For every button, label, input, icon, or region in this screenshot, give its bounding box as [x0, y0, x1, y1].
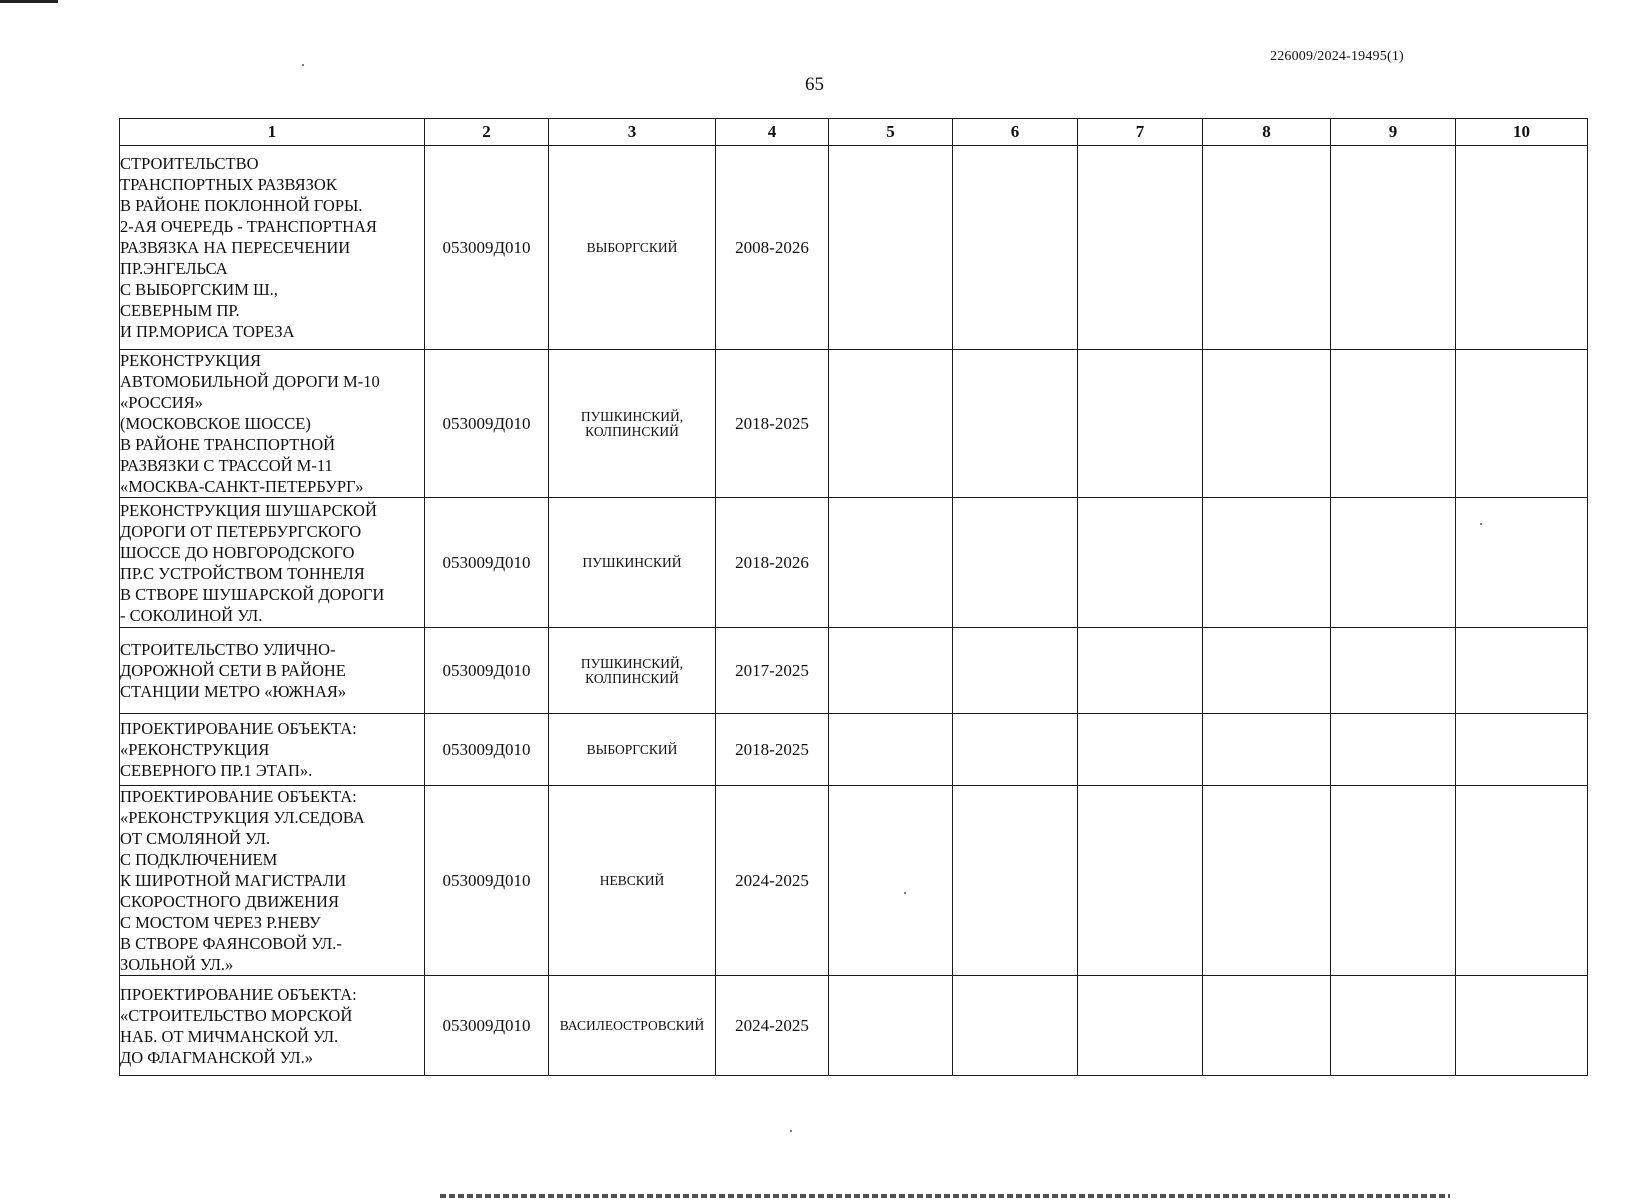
scan-speck — [904, 892, 906, 894]
column-header: 3 — [549, 119, 716, 146]
empty-cell — [953, 786, 1078, 976]
object-name-line: НАБ. ОТ МИЧМАНСКОЙ УЛ. — [120, 1026, 339, 1046]
object-code-cell: 053009Д010 — [425, 498, 549, 628]
scan-bottom-stripe — [440, 1194, 1450, 1198]
object-code-cell: 053009Д010 — [425, 714, 549, 786]
empty-cell — [829, 714, 953, 786]
empty-cell — [829, 628, 953, 714]
object-code-cell: 053009Д010 — [425, 146, 549, 350]
object-name-line: В СТВОРЕ ШУШАРСКОЙ ДОРОГИ — [120, 584, 385, 604]
object-code-cell: 053009Д010 — [425, 786, 549, 976]
column-header: 7 — [1078, 119, 1203, 146]
object-name-cell — [120, 146, 425, 350]
object-name-line: ПРОЕКТИРОВАНИЕ ОБЪЕКТА: — [120, 787, 357, 806]
objects-table — [119, 118, 1588, 1076]
district-cell: ВЫБОРГСКИЙ — [549, 146, 716, 350]
empty-cell — [1331, 786, 1456, 976]
object-name-cell — [120, 498, 425, 628]
empty-cell — [953, 976, 1078, 1076]
empty-cell — [1331, 976, 1456, 1076]
empty-cell — [1078, 498, 1203, 628]
empty-cell — [1203, 146, 1331, 350]
object-name-line: «СТРОИТЕЛЬСТВО МОРСКОЙ — [120, 1005, 353, 1025]
empty-cell — [1078, 976, 1203, 1076]
object-name-cell — [120, 628, 425, 714]
object-name-line: ПРОЕКТИРОВАНИЕ ОБЪЕКТА: — [120, 984, 357, 1004]
empty-cell — [1456, 976, 1588, 1076]
column-number-header-row — [120, 119, 1588, 146]
object-name-line: СТАНЦИИ МЕТРО «ЮЖНАЯ» — [120, 682, 347, 701]
empty-cell — [1203, 976, 1331, 1076]
object-code-cell: 053009Д010 — [425, 628, 549, 714]
object-name-line: РЕКОНСТРУКЦИЯ ШУШАРСКОЙ — [120, 500, 377, 520]
column-header: 10 — [1456, 119, 1588, 146]
table-row — [120, 350, 1588, 498]
empty-cell — [1456, 628, 1588, 714]
object-name-line: В РАЙОНЕ ПОКЛОННОЙ ГОРЫ. — [120, 196, 363, 215]
object-name-line: ДОРОЖНОЙ СЕТИ В РАЙОНЕ — [120, 661, 346, 680]
district-cell: ПУШКИНСКИЙ, КОЛПИНСКИЙ — [549, 350, 716, 498]
object-name-cell — [120, 714, 425, 786]
column-header: 9 — [1331, 119, 1456, 146]
empty-cell — [1078, 714, 1203, 786]
object-code-cell: 053009Д010 — [425, 976, 549, 1076]
object-name-line: ПР.С УСТРОЙСТВОМ ТОННЕЛЯ — [120, 563, 365, 583]
empty-cell — [1331, 498, 1456, 628]
object-name-line: ПРОЕКТИРОВАНИЕ ОБЪЕКТА: — [120, 719, 357, 738]
empty-cell — [1456, 146, 1588, 350]
object-name-line: К ШИРОТНОЙ МАГИСТРАЛИ — [120, 871, 347, 890]
object-name-line: ШОССЕ ДО НОВГОРОДСКОГО — [120, 542, 355, 562]
empty-cell — [1203, 498, 1331, 628]
object-name-line: СЕВЕРНОГО ПР.1 ЭТАП». — [120, 761, 313, 780]
column-header: 8 — [1203, 119, 1331, 146]
object-name-cell — [120, 786, 425, 976]
object-name-line: АВТОМОБИЛЬНОЙ ДОРОГИ М-10 — [120, 372, 380, 391]
object-name-line: В РАЙОНЕ ТРАНСПОРТНОЙ — [120, 435, 336, 454]
period-cell: 2024-2025 — [716, 786, 829, 976]
document-id: 226009/2024-19495(1) — [1270, 49, 1404, 64]
object-name-line: ЗОЛЬНОЙ УЛ.» — [120, 955, 234, 974]
empty-cell — [1203, 628, 1331, 714]
column-header: 4 — [716, 119, 829, 146]
column-header: 5 — [829, 119, 953, 146]
object-name-line: «РОССИЯ» — [120, 393, 203, 412]
table-row — [120, 628, 1588, 714]
object-name-cell — [120, 976, 425, 1076]
period-cell: 2018-2025 — [716, 350, 829, 498]
table-row — [120, 786, 1588, 976]
column-header: 1 — [120, 119, 425, 146]
object-name-line: ПР.ЭНГЕЛЬСА — [120, 259, 228, 278]
period-cell: 2008-2026 — [716, 146, 829, 350]
district-cell: НЕВСКИЙ — [549, 786, 716, 976]
empty-cell — [1078, 786, 1203, 976]
column-header: 2 — [425, 119, 549, 146]
object-name-line: РЕКОНСТРУКЦИЯ — [120, 351, 262, 370]
table-row — [120, 976, 1588, 1076]
object-name-line: В СТВОРЕ ФАЯНСОВОЙ УЛ.- — [120, 934, 342, 953]
object-name-line: 2-АЯ ОЧЕРЕДЬ - ТРАНСПОРТНАЯ — [120, 217, 377, 236]
object-name-line: С ПОДКЛЮЧЕНИЕМ — [120, 850, 278, 869]
empty-cell — [829, 498, 953, 628]
empty-cell — [829, 976, 953, 1076]
object-name-line: РАЗВЯЗКИ С ТРАССОЙ М-11 — [120, 456, 333, 475]
object-name-line: И ПР.МОРИСА ТОРЕЗА — [120, 322, 295, 341]
empty-cell — [1331, 146, 1456, 350]
empty-cell — [1078, 350, 1203, 498]
scan-speck — [302, 64, 304, 66]
object-name-line: С МОСТОМ ЧЕРЕЗ Р.НЕВУ — [120, 913, 321, 932]
empty-cell — [1331, 714, 1456, 786]
object-name-line: СКОРОСТНОГО ДВИЖЕНИЯ — [120, 892, 339, 911]
district-cell: ПУШКИНСКИЙ, КОЛПИНСКИЙ — [549, 628, 716, 714]
column-header: 6 — [953, 119, 1078, 146]
object-name-line: СЕВЕРНЫМ ПР. — [120, 301, 240, 320]
empty-cell — [953, 146, 1078, 350]
object-code-cell: 053009Д010 — [425, 350, 549, 498]
district-cell: ВЫБОРГСКИЙ — [549, 714, 716, 786]
empty-cell — [1203, 350, 1331, 498]
empty-cell — [953, 628, 1078, 714]
object-name-line: РАЗВЯЗКА НА ПЕРЕСЕЧЕНИИ — [120, 238, 351, 257]
table-row — [120, 714, 1588, 786]
object-name-line: СТРОИТЕЛЬСТВО УЛИЧНО- — [120, 640, 336, 659]
object-name-cell — [120, 350, 425, 498]
scan-speck — [790, 1130, 792, 1132]
period-cell: 2024-2025 — [716, 976, 829, 1076]
scan-edge-mark — [0, 0, 58, 3]
district-cell: ПУШКИНСКИЙ — [549, 498, 716, 628]
empty-cell — [1456, 786, 1588, 976]
object-name-line: СТРОИТЕЛЬСТВО — [120, 154, 259, 173]
empty-cell — [829, 786, 953, 976]
district-cell: ВАСИЛЕОСТРОВСКИЙ — [549, 976, 716, 1076]
scan-speck — [1480, 523, 1482, 525]
object-name-line: ДОРОГИ ОТ ПЕТЕРБУРГСКОГО — [120, 521, 362, 541]
empty-cell — [1456, 350, 1588, 498]
empty-cell — [1203, 714, 1331, 786]
object-name-line: ТРАНСПОРТНЫХ РАЗВЯЗОК — [120, 175, 337, 194]
empty-cell — [953, 498, 1078, 628]
empty-cell — [953, 714, 1078, 786]
object-name-line: С ВЫБОРГСКИМ Ш., — [120, 280, 278, 299]
period-cell: 2017-2025 — [716, 628, 829, 714]
empty-cell — [829, 350, 953, 498]
empty-cell — [1456, 714, 1588, 786]
empty-cell — [1456, 498, 1588, 628]
table-row — [120, 146, 1588, 350]
empty-cell — [1078, 146, 1203, 350]
empty-cell — [1331, 628, 1456, 714]
object-name-line: ДО ФЛАГМАНСКОЙ УЛ.» — [120, 1047, 313, 1067]
empty-cell — [953, 350, 1078, 498]
object-name-line: - СОКОЛИНОЙ УЛ. — [120, 605, 263, 625]
object-name-line: (МОСКОВСКОЕ ШОССЕ) — [120, 414, 311, 433]
empty-cell — [1203, 786, 1331, 976]
object-name-line: «РЕКОНСТРУКЦИЯ УЛ.СЕДОВА — [120, 808, 365, 827]
empty-cell — [829, 146, 953, 350]
object-name-line: ОТ СМОЛЯНОЙ УЛ. — [120, 829, 271, 848]
period-cell: 2018-2025 — [716, 714, 829, 786]
empty-cell — [1331, 350, 1456, 498]
empty-cell — [1078, 628, 1203, 714]
period-cell: 2018-2026 — [716, 498, 829, 628]
table-row — [120, 498, 1588, 628]
page-number: 65 — [805, 74, 824, 95]
object-name-line: «РЕКОНСТРУКЦИЯ — [120, 740, 270, 759]
object-name-line: «МОСКВА-САНКТ-ПЕТЕРБУРГ» — [120, 477, 364, 496]
